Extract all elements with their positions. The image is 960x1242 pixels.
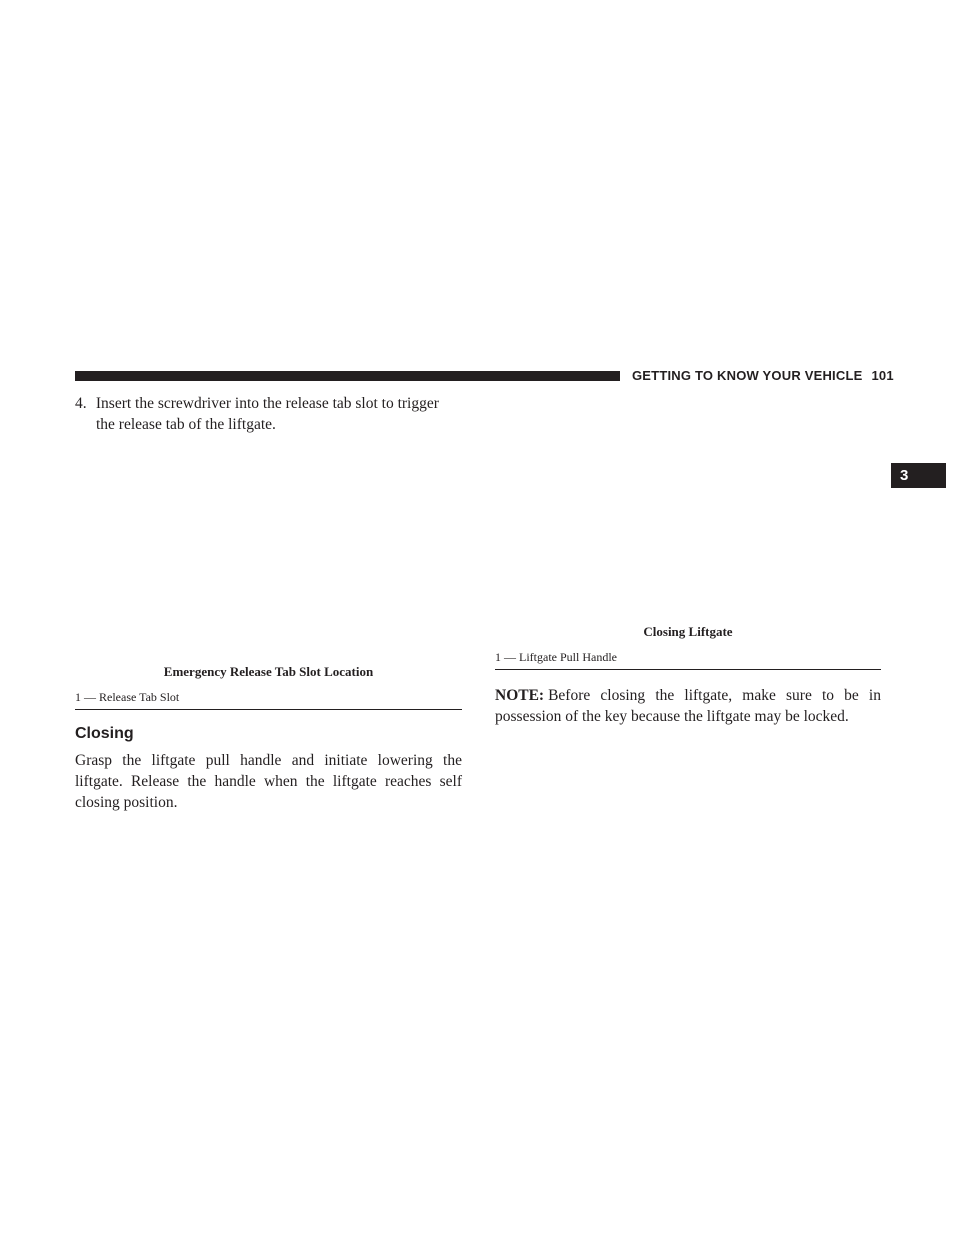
closing-paragraph: Grasp the liftgate pull handle and initiate lowering the liftgate. Release the handle when the liftgate reaches self closing position. <box>75 752 462 811</box>
note-label: NOTE: <box>495 687 545 704</box>
header-rule <box>75 371 620 381</box>
section-heading-closing: Closing <box>75 725 134 742</box>
note-text: Before closing the liftgate, make sure to be in possession of the key because the liftgate may be locked. <box>495 687 881 725</box>
step-line-2: the release tab of the liftgate. <box>96 416 276 433</box>
figure-legend-release-tab: 1 — Release Tab Slot <box>75 689 462 710</box>
figure-legend-closing-liftgate: 1 — Liftgate Pull Handle <box>495 649 881 670</box>
figure-caption-closing-liftgate: Closing Liftgate <box>643 624 733 639</box>
page-number: 101 <box>871 368 894 383</box>
step-line-1 <box>75 393 462 414</box>
step-text-1: Insert the screwdriver into the release tab slot to trigger <box>95 395 439 412</box>
chapter-tab: 3 <box>891 463 946 488</box>
step-4 <box>75 393 462 435</box>
figure-caption-release-tab: Emergency Release Tab Slot Location <box>163 664 374 679</box>
running-header <box>632 368 894 383</box>
section-title: GETTING TO KNOW YOUR VEHICLE <box>632 368 863 383</box>
step-number: 4. <box>75 395 87 412</box>
note-paragraph <box>495 685 881 727</box>
